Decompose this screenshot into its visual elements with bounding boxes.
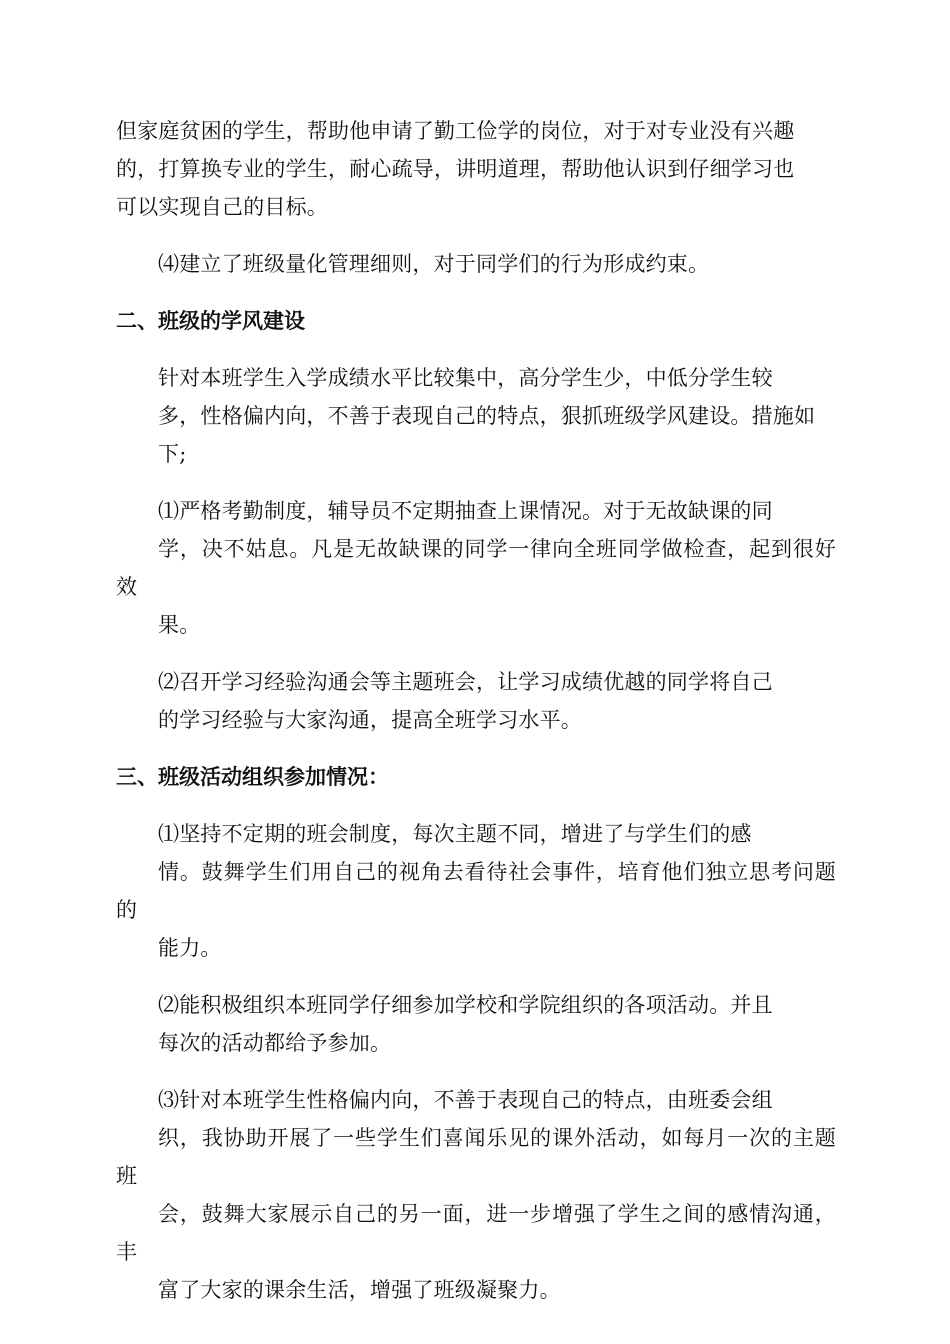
text-line: 学，决不姑息。凡是无故缺课的同学一律向全班同学做检查，起到很好效 [116, 537, 836, 599]
body-paragraph [116, 663, 836, 739]
text-line: 但家庭贫困的学生，帮助他申请了勤工俭学的岗位，对于对专业没有兴趣 [116, 119, 795, 143]
text-line: ⑵能积极组织本班同学仔细参加学校和学院组织的各项活动。并且 [158, 993, 773, 1017]
text-line: 可以实现自己的目标。 [116, 195, 328, 219]
text-line: 多，性格偏内向，不善于表现自己的特点，狠抓班级学风建设。措施如 [158, 404, 816, 428]
body-paragraph [116, 359, 836, 473]
text-line: 针对本班学生入学成绩水平比较集中，高分学生少，中低分学生较 [158, 366, 773, 390]
text-line: ⑵召开学习经验沟通会等主题班会，让学习成绩优越的同学将自己 [158, 670, 773, 694]
body-paragraph [116, 112, 836, 226]
text-line: ⑴严格考勤制度，辅导员不定期抽查上课情况。对于无故缺课的同 [158, 499, 773, 523]
text-line: 织，我协助开展了一些学生们喜闻乐见的课外活动，如每月一次的主题班 [116, 1126, 836, 1188]
text-line: 每次的活动都给予参加。 [158, 1031, 392, 1055]
text-line: ⑶针对本班学生性格偏内向，不善于表现自己的特点，由班委会组 [158, 1088, 773, 1112]
text-line: 情。鼓舞学生们用自己的视角去看待社会事件，培育他们独立思考问题的 [116, 860, 836, 922]
body-paragraph [116, 492, 836, 644]
body-paragraph [116, 245, 836, 283]
text-line: 富了大家的课余生活，增强了班级凝聚力。 [158, 1278, 561, 1302]
text-line: 的学习经验与大家沟通，提高全班学习水平。 [158, 708, 582, 732]
text-line: 会，鼓舞大家展示自己的另一面，进一步增强了学生之间的感情沟通，丰 [116, 1202, 836, 1264]
text-line: ⑷建立了班级量化管理细则，对于同学们的行为形成约束。 [158, 252, 710, 276]
text-line: 果。 [158, 613, 201, 637]
body-paragraph [116, 986, 836, 1062]
text-line: 二、班级的学风建设 [116, 309, 305, 333]
document-page [116, 112, 836, 1328]
text-line: ⑴坚持不定期的班会制度，每次主题不同，增进了与学生们的感 [158, 822, 752, 846]
section-heading [116, 302, 836, 340]
section-heading [116, 758, 836, 796]
body-paragraph [116, 1081, 836, 1309]
text-line: 的，打算换专业的学生，耐心疏导，讲明道理，帮助他认识到仔细学习也 [116, 157, 795, 181]
text-line: 三、班级活动组织参加情况： [116, 765, 389, 789]
text-line: 下; [158, 442, 187, 466]
body-paragraph [116, 815, 836, 967]
text-line: 能力。 [158, 936, 222, 960]
